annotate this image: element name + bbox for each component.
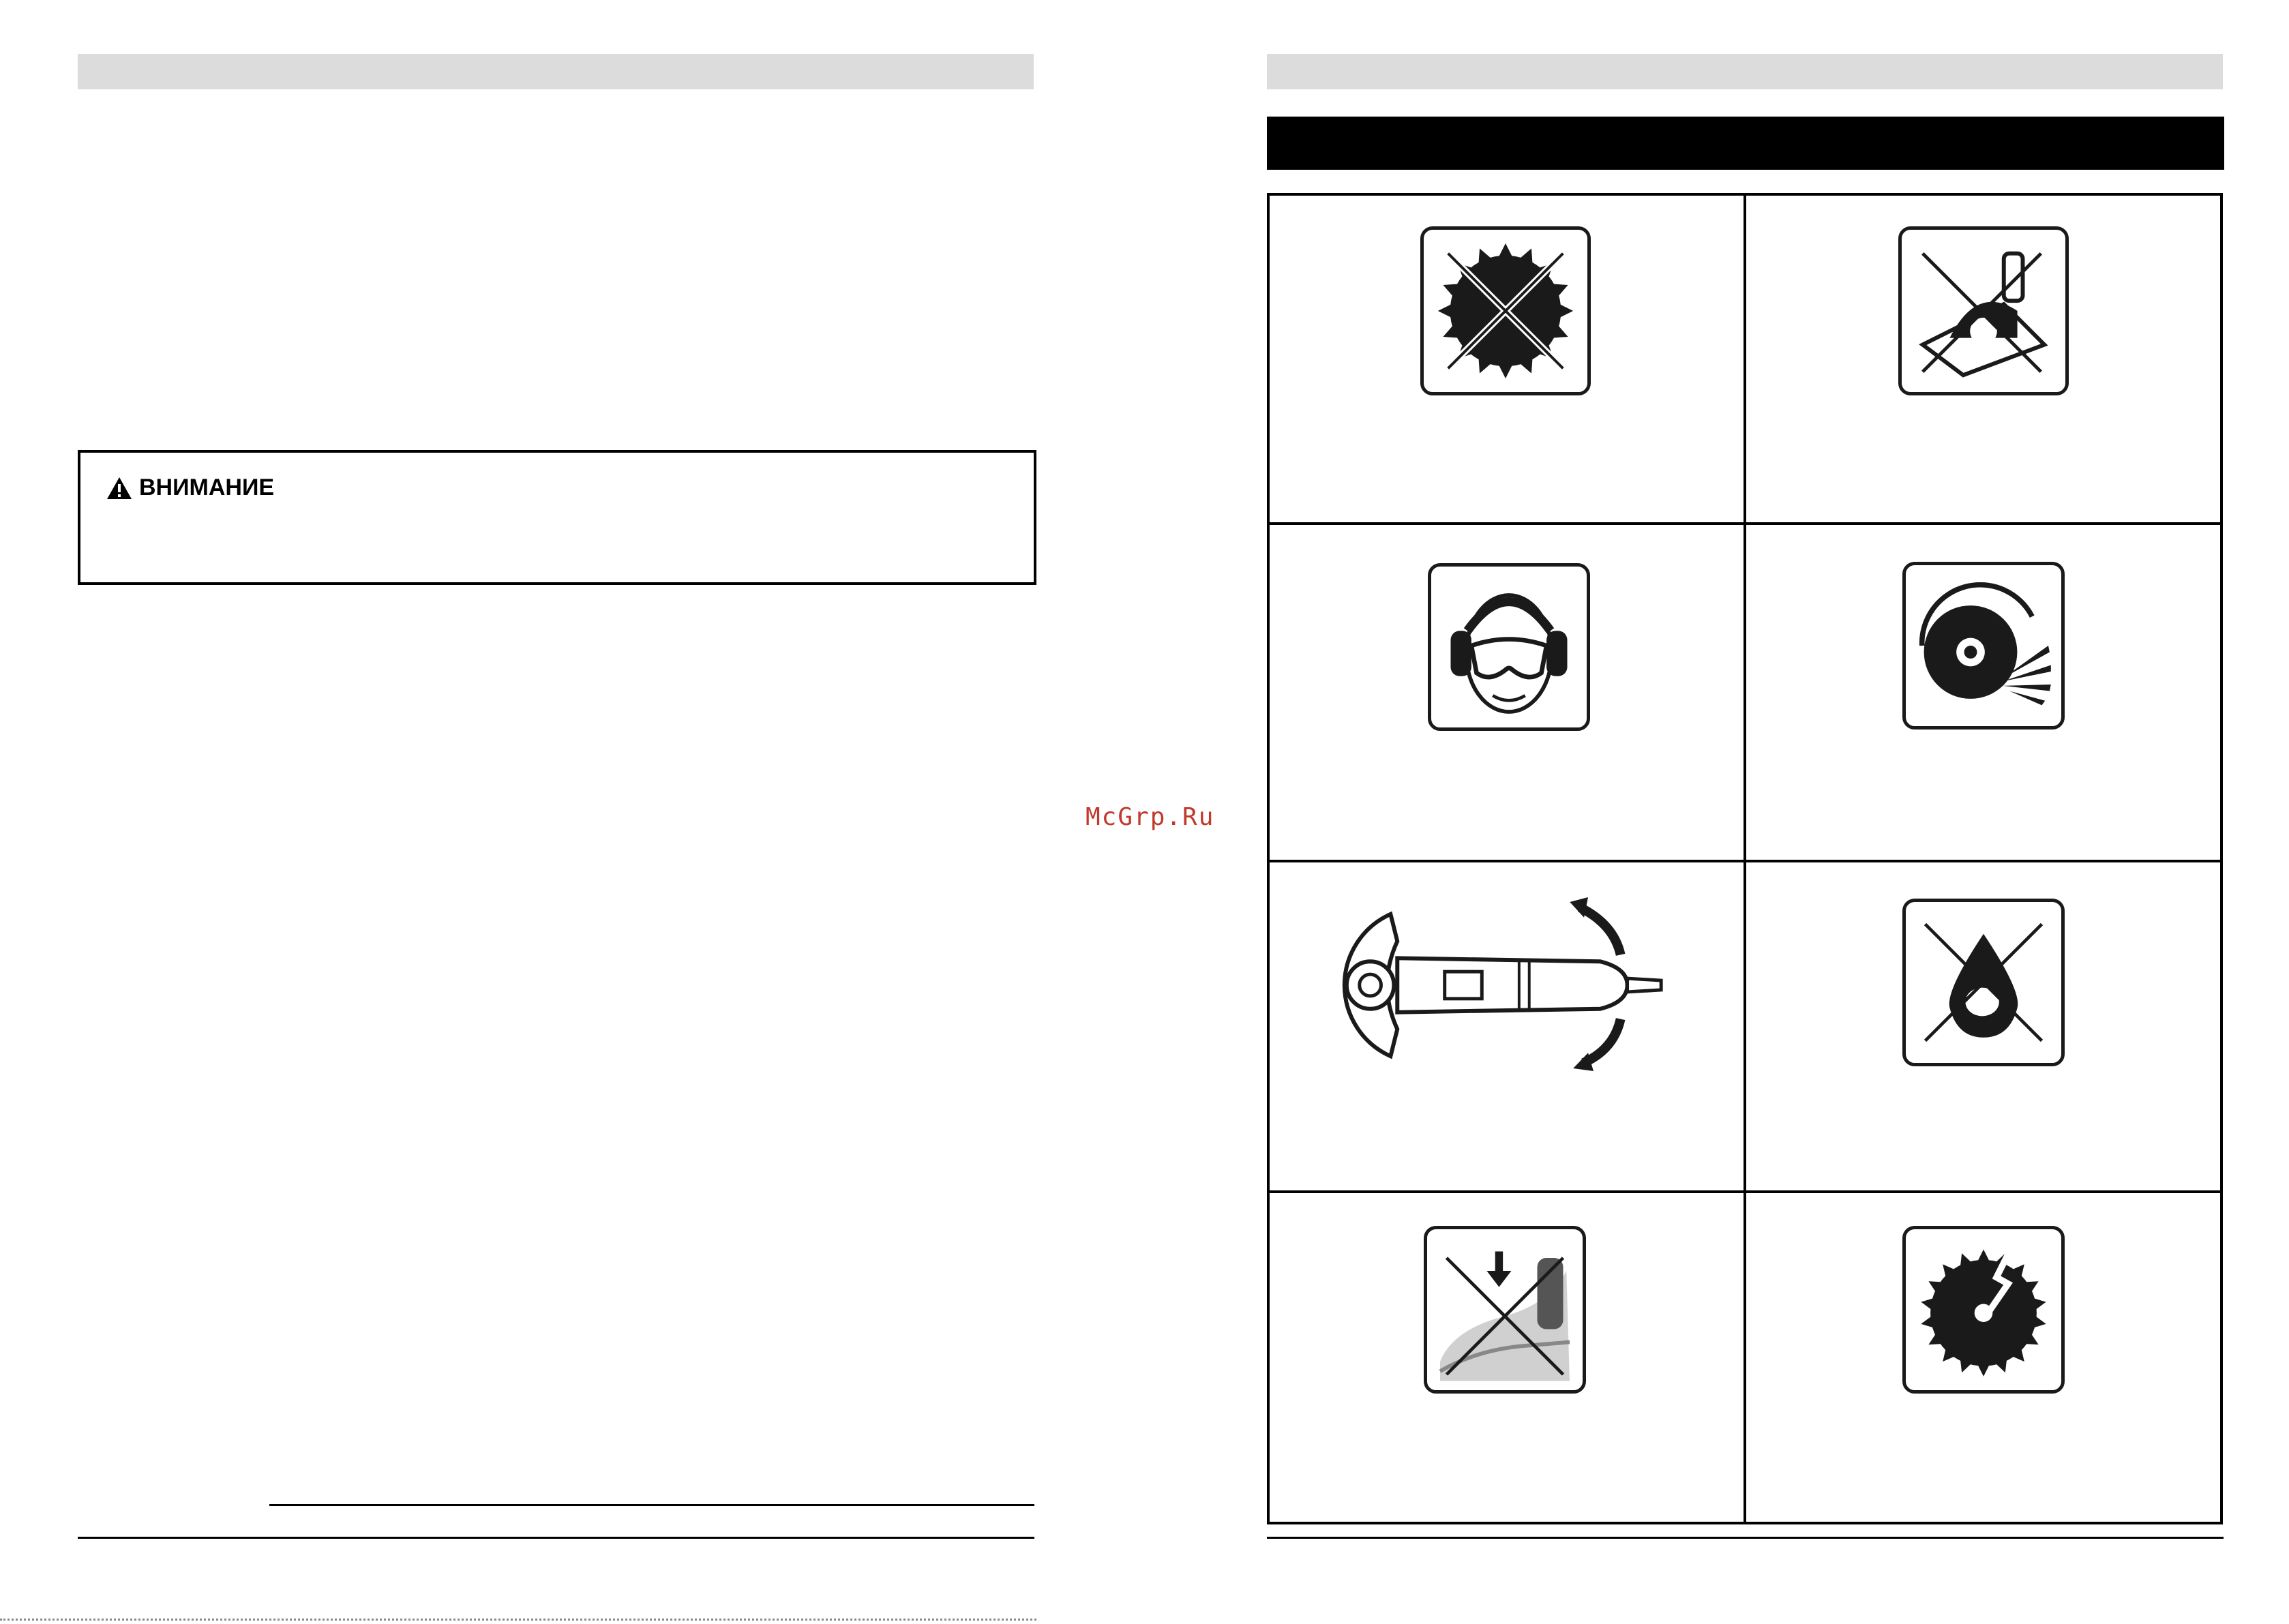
warning-box [78,450,1036,585]
warning-heading [106,475,274,501]
damaged-blade-icon [1902,1226,2065,1394]
no-water-icon [1902,899,2065,1066]
left-footnote-rule [269,1504,1034,1506]
watermark: McGrp.Ru [1086,803,1215,831]
left-footer-rule [78,1537,1034,1539]
grid-divider-row-3 [1267,1190,2223,1193]
right-header-bar [1267,54,2223,89]
warning-triangle-icon [106,477,132,500]
no-saw-blade-icon [1420,226,1591,395]
grid-divider-row-1 [1267,522,2223,525]
grinder-rotation-icon [1336,893,1675,1077]
grid-divider-row-2 [1267,860,2223,862]
sparks-wheel-icon [1902,562,2065,730]
right-footer-rule [1267,1537,2224,1539]
section-title-band [1267,117,2224,170]
no-spindle-lock-press-icon [1424,1226,1586,1394]
no-circular-saw-icon [1898,226,2069,395]
grid-divider-vertical [1744,193,1746,1524]
wear-eye-ear-protection-icon [1428,563,1590,731]
bottom-scan-line [0,1619,1036,1623]
left-header-bar [78,54,1034,89]
warning-title: ВНИМАНИЕ [139,475,275,500]
